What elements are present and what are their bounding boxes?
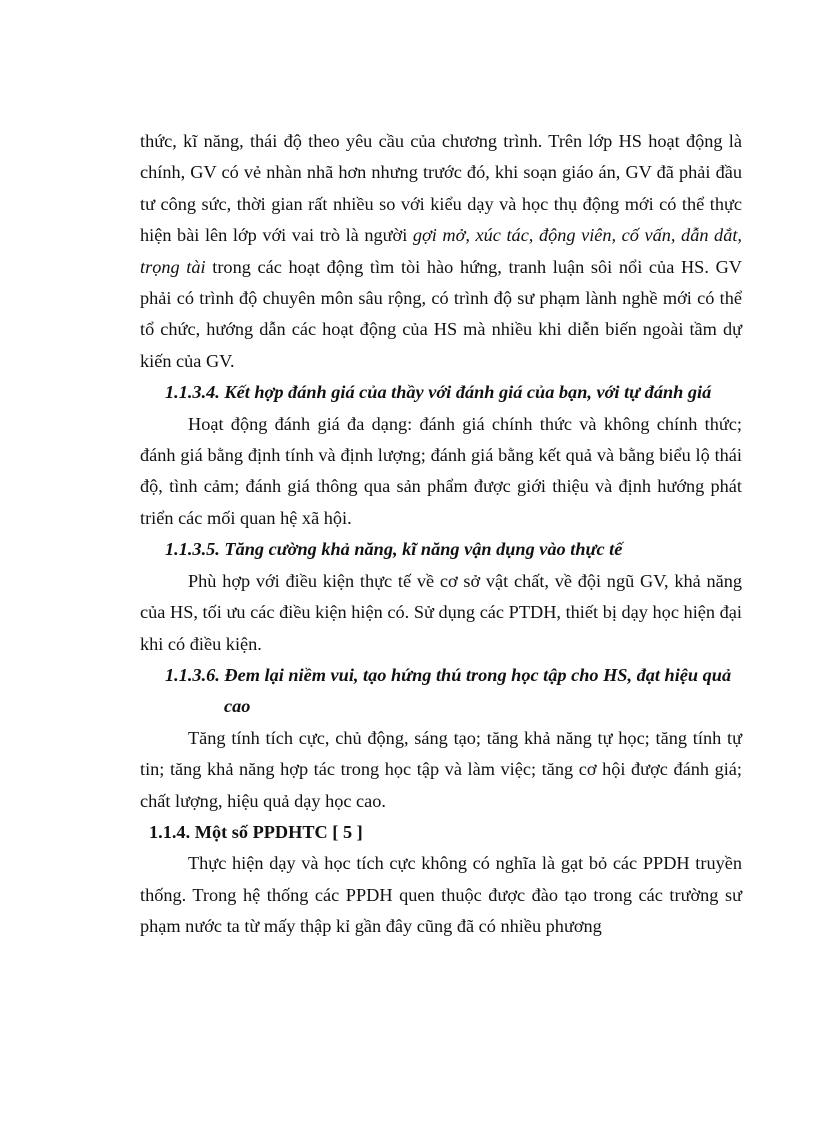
body-1-1-3-5: Phù hợp với điều kiện thực tế về cơ sở vật chất, về đội ngũ GV, khả năng của HS, tối ưu các điều kiện hiện có. Sử dụng các PTDH, thiết bị dạy học hiện đại khi có điều kiện. xyxy=(140,570,742,654)
intro-roles-italic: gợi mở, xúc tác, động viên, cố vấn, dẫn dắt, trọng tài xyxy=(140,225,742,277)
heading-1-1-3-4: 1.1.3.4. Kết hợp đánh giá của thầy với đánh giá của bạn, với tự đánh giá xyxy=(165,382,712,403)
intro-paragraph xyxy=(140,126,742,377)
body-1-1-4: Thực hiện dạy và học tích cực không có nghĩa là gạt bỏ các PPDH truyền thống. Trong hệ thống các PPDH quen thuộc được đào tạo trong các trường sư phạm nước ta từ mấy thập kỉ gần đây cũng đã có nhiều phương xyxy=(140,853,742,937)
body-1-1-3-4: Hoạt động đánh giá đa dạng: đánh giá chính thức và không chính thức; đánh giá bằng định tính và định lượng; đánh giá bằng kết quả và bằng biểu lộ thái độ, tình cảm; đánh giá thông qua sản phẩm được giới thiệu và định hướng phát triển các mối quan hệ xã hội. xyxy=(140,413,742,528)
intro-text-after: trong các hoạt động tìm tòi hào hứng, tranh luận sôi nổi của HS. GV phải có trình độ chuyên môn sâu rộng, có trình độ sư phạm lành nghề mới có thể tổ chức, hướng dẫn các hoạt động của HS mà nhiều khi diễn biến ngoài tầm dự kiến của GV. xyxy=(140,256,742,371)
intro-text-before: thức, kĩ năng, thái độ theo yêu cầu của chương trình. Trên lớp HS hoạt động là chính, GV có vẻ nhàn nhã hơn nhưng trước đó, khi soạn giáo án, GV đã phải đầu tư công sức, thời gian rất nhiều so với kiểu dạy và học thụ động mới có thể thực hiện bài lên lớp với vai trò là người xyxy=(140,131,742,246)
body-1-1-3-6: Tăng tính tích cực, chủ động, sáng tạo; tăng khả năng tự học; tăng tính tự tin; tăng khả năng hợp tác trong học tập và làm việc; tăng cơ hội được đánh giá; chất lượng, hiệu quả dạy học cao. xyxy=(140,727,742,811)
heading-1-1-3-5: 1.1.3.5. Tăng cường khả năng, kĩ năng vận dụng vào thực tế xyxy=(165,539,623,560)
heading-1-1-4: 1.1.4. Một số PPDHTC [ 5 ] xyxy=(149,821,363,842)
document-page xyxy=(140,126,742,943)
heading-1-1-3-6: 1.1.3.6. Đem lại niềm vui, tạo hứng thú trong học tập cho HS, đạt hiệu quả cao xyxy=(165,664,732,717)
